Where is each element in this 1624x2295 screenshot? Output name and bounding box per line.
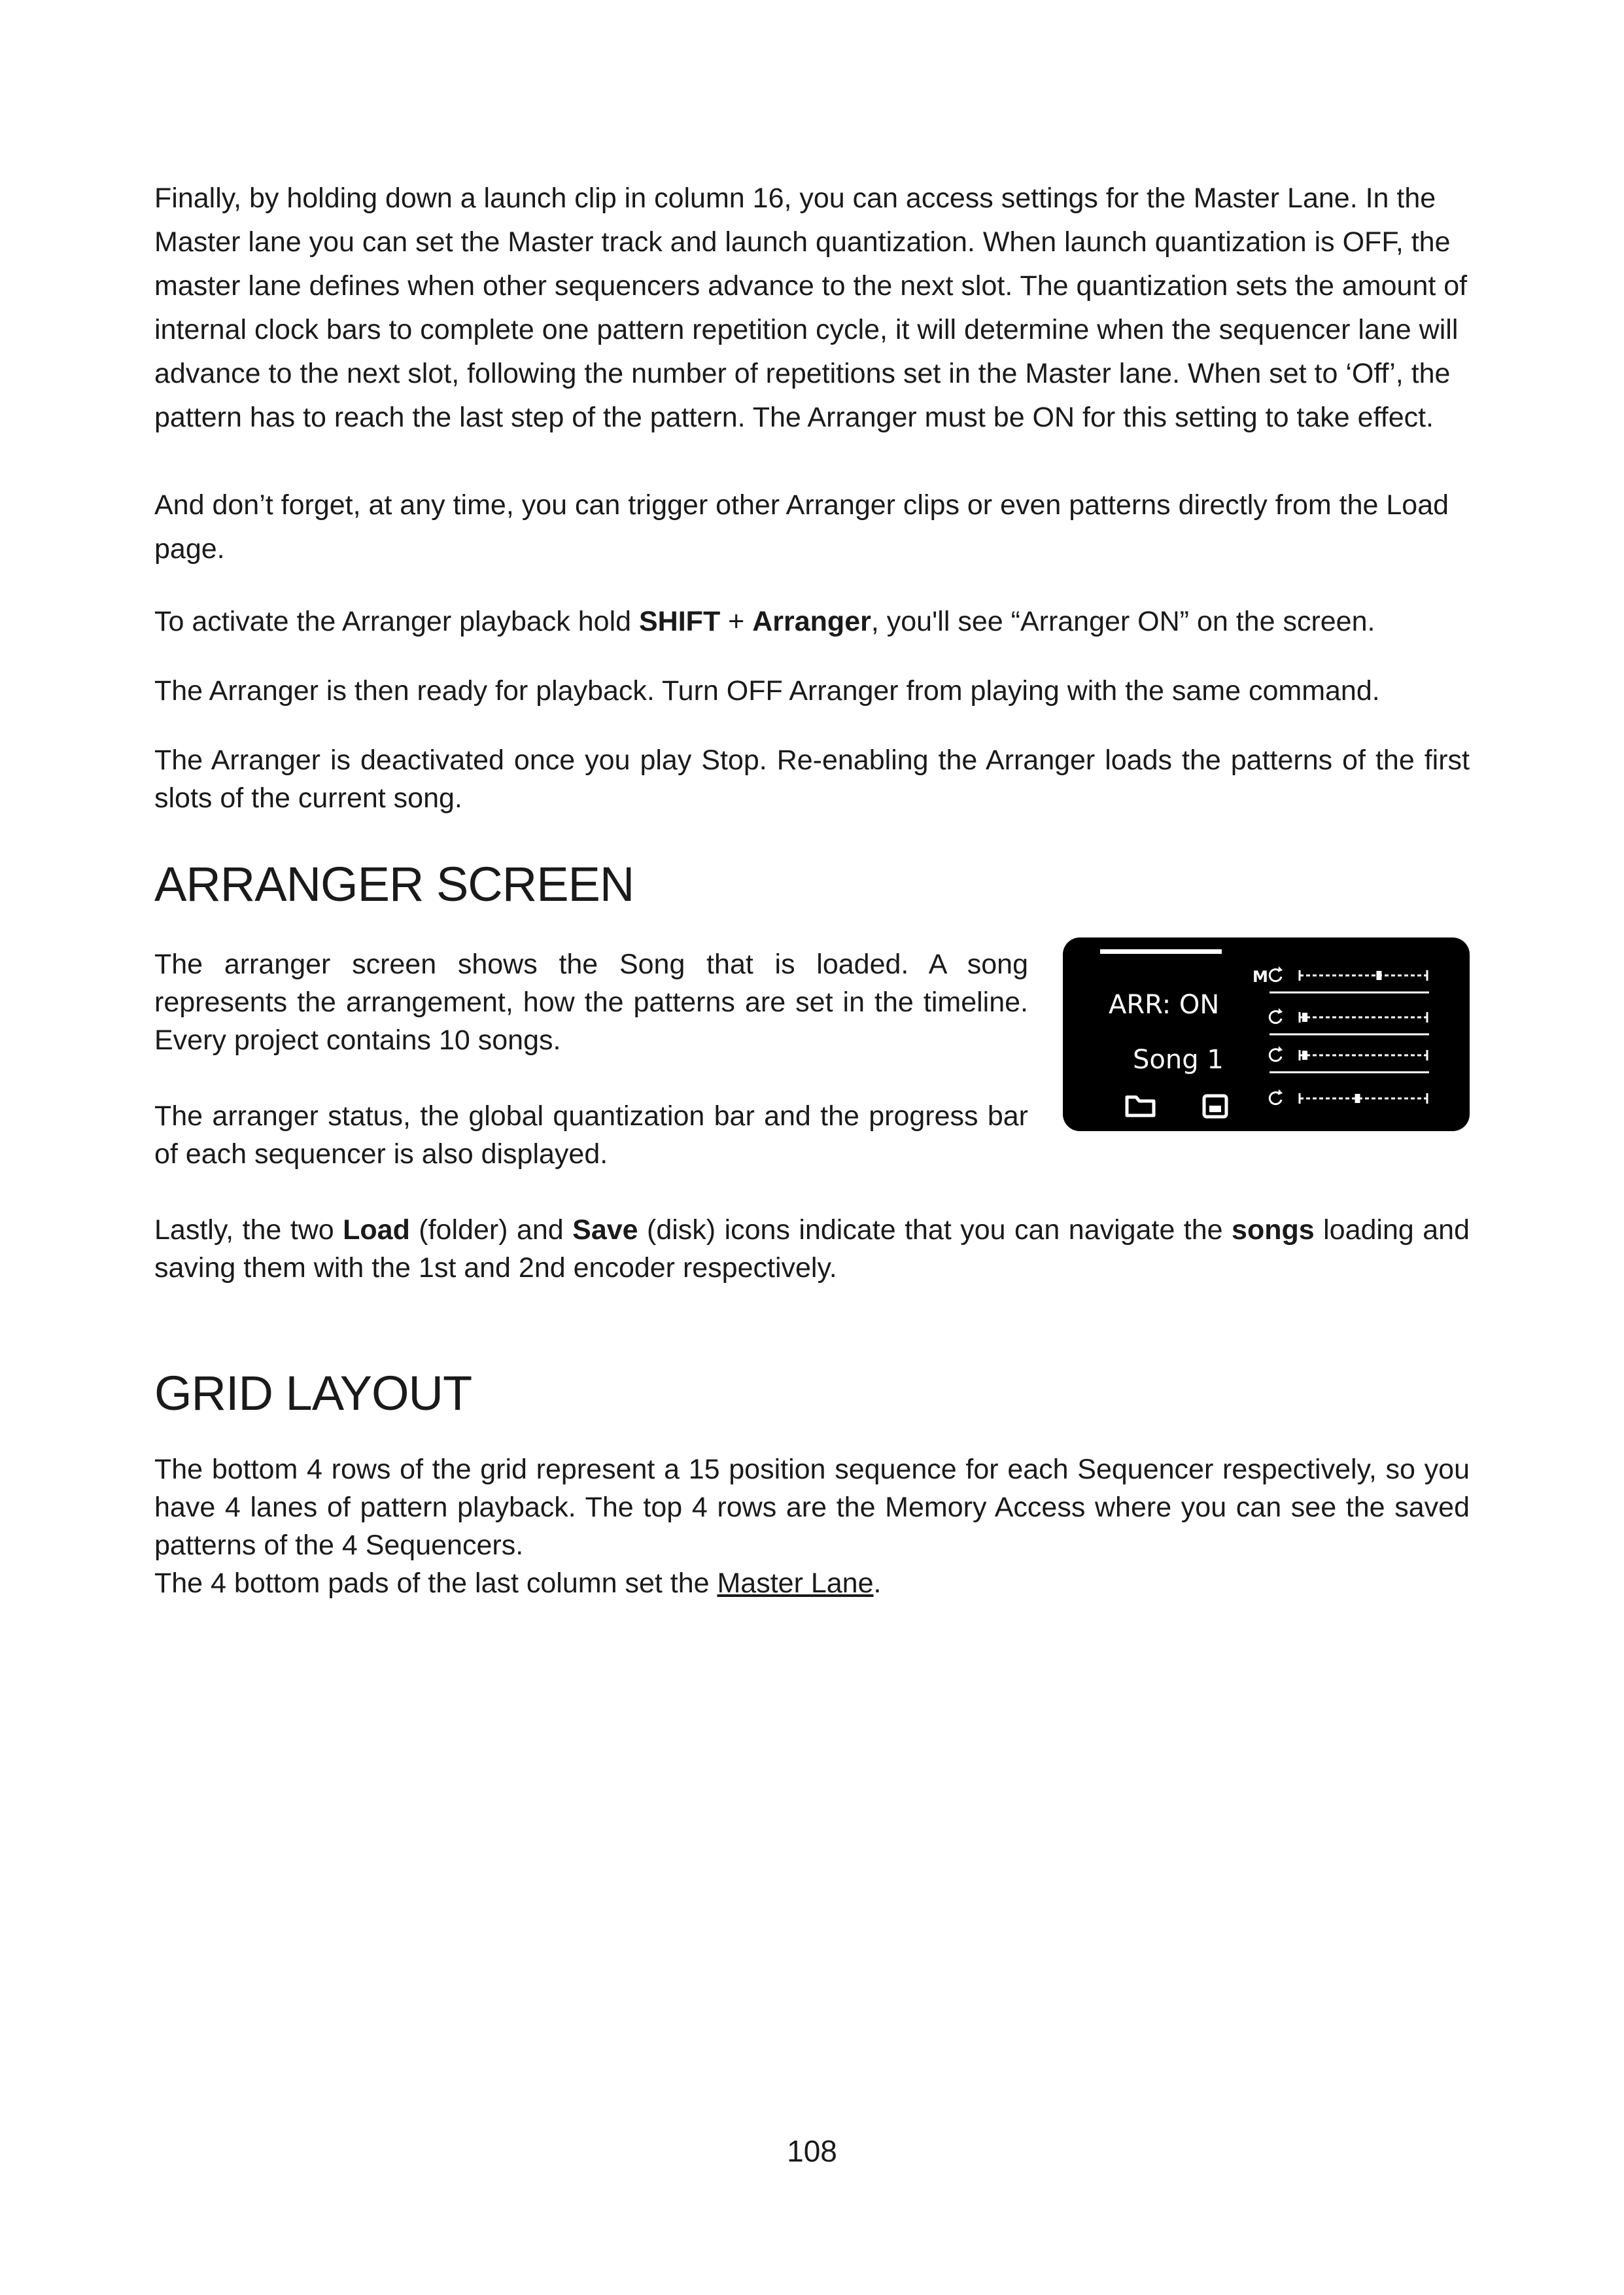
save-label: Save	[572, 1214, 638, 1246]
arranger-screen-text	[154, 945, 1028, 1173]
text-span: (disk) icons indicate that you can navigate the	[638, 1214, 1232, 1246]
songs-label: songs	[1232, 1214, 1315, 1246]
arranger-screen-section	[154, 945, 1470, 1173]
loop-icon-arrow	[1278, 1046, 1283, 1052]
text-span: The 4 bottom pads of the last column set the	[154, 1568, 717, 1599]
intro-paragraph-trigger: And don’t forget, at any time, you can trigger other Arranger clips or even patterns directly from the Load page.	[154, 489, 1449, 565]
grid-paragraph-master	[154, 1564, 1470, 1602]
arranger-status-text: ARR: ON	[1109, 990, 1220, 1020]
global-quantization-bar	[1100, 949, 1222, 954]
arranger-key-label: Arranger	[752, 606, 871, 637]
progress-marker	[1376, 971, 1381, 980]
load-label: Load	[343, 1214, 410, 1246]
arranger-paragraph-icons	[154, 1211, 1470, 1287]
grid-layout-heading: GRID LAYOUT	[154, 1366, 472, 1420]
text-span: (folder) and	[409, 1214, 573, 1246]
shift-key-label: SHIFT	[639, 606, 721, 637]
page-number: 108	[787, 2134, 837, 2168]
intro-paragraph-activate	[154, 603, 1470, 640]
text-span: , you'll see “Arranger ON” on the screen.	[871, 606, 1375, 637]
document-page	[154, 177, 1470, 1602]
progress-marker	[1355, 1094, 1360, 1103]
intro-paragraph-ready: The Arranger is then ready for playback. Turn OFF Arranger from playing with the same command.	[154, 675, 1380, 707]
folder-icon	[1127, 1097, 1154, 1115]
intro-paragraph-master-lane: Finally, by holding down a launch clip in column 16, you can access settings for the Master Lane. In the Master lane you can set the Master track and launch quantization. When launch quantization is OFF, the master lane defines when other sequencers advance to the next slot. The quantization sets the amount of internal clock bars to complete one pattern repetition cycle, it will determine when the sequencer lane will advance to the next slot, following the number of repetitions set in the Master lane. When set to ‘Off’, the pattern has to reach the last step of the pattern. The Arranger must be ON for this setting to take effect.	[154, 183, 1468, 433]
progress-marker	[1302, 1051, 1307, 1060]
arranger-display	[1063, 937, 1470, 1131]
arranger-paragraph-status: The arranger status, the global quantization bar and the progress bar of each sequencer is also displayed.	[154, 1100, 1028, 1170]
arranger-display-graphic	[1063, 937, 1470, 1131]
intro-paragraph-deactivated: The Arranger is deactivated once you play Stop. Re-enabling the Arranger loads the patterns of the first slots of the current song.	[154, 745, 1470, 814]
loop-icon-arrow	[1278, 1089, 1283, 1095]
disk-icon	[1204, 1096, 1226, 1117]
text-span: Lastly, the two	[154, 1214, 343, 1246]
text-span: loading and saving them with the 1st and 2nd encoder respectively.	[154, 1214, 1470, 1284]
arranger-screen-heading: ARRANGER SCREEN	[154, 857, 634, 911]
text-span: .	[873, 1568, 882, 1599]
sequencer-lanes	[1270, 966, 1429, 1104]
grid-paragraph-rows: The bottom 4 rows of the grid represent a 15 position sequence for each Sequencer respectively, so you have 4 lanes of pattern playback. The top 4 rows are the Memory Access where you can see the saved patterns of the 4 Sequencers.	[154, 1454, 1470, 1561]
progress-marker	[1302, 1013, 1307, 1022]
text-span: +	[720, 606, 753, 637]
master-label: M	[1253, 968, 1268, 986]
loop-icon-arrow	[1278, 1008, 1283, 1014]
loop-icon-arrow	[1278, 966, 1283, 972]
text-span: To activate the Arranger playback hold	[154, 606, 639, 637]
arranger-paragraph-song: The arranger screen shows the Song that is loaded. A song represents the arrangement, how the patterns are set in the timeline. Every project contains 10 songs.	[154, 949, 1028, 1056]
master-lane-link[interactable]: Master Lane	[717, 1568, 874, 1599]
song-name-text: Song 1	[1133, 1045, 1224, 1075]
